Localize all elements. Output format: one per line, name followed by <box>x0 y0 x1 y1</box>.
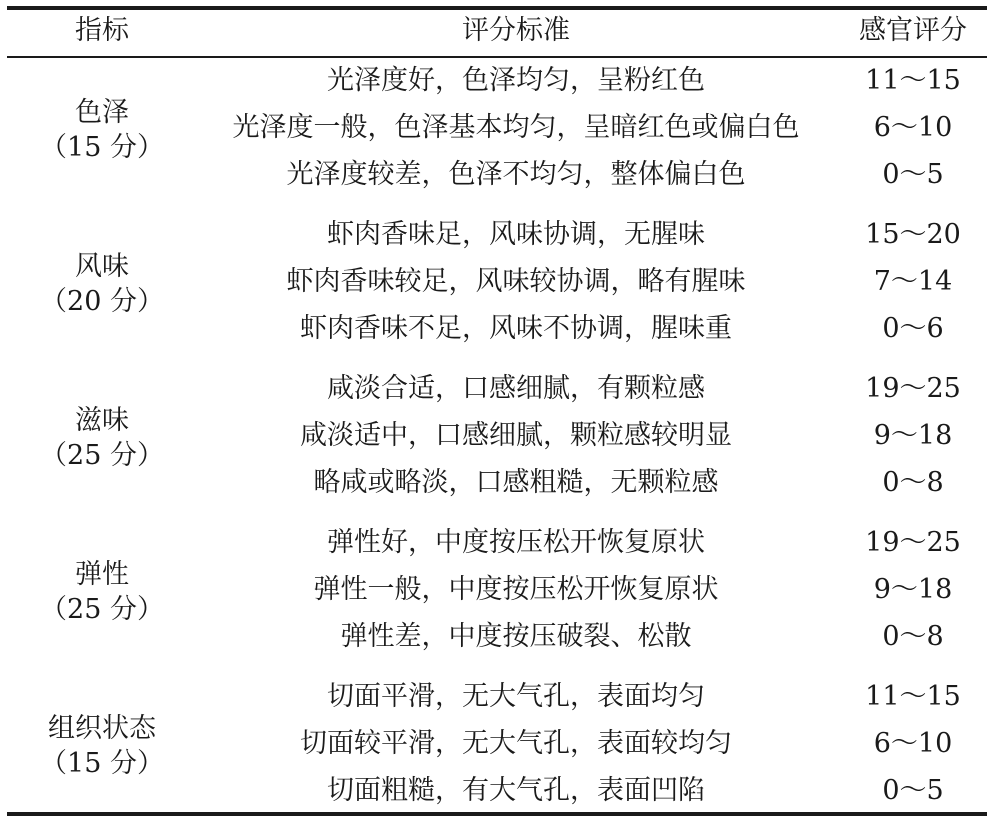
score-cell: 0～5 <box>882 159 944 190</box>
group-total: （25 分） <box>40 440 164 471</box>
criterion-cell: 切面平滑，无大气孔，表面均匀 <box>327 681 705 712</box>
group-total: （20 分） <box>40 286 164 317</box>
score-cell: 0～8 <box>882 467 944 498</box>
table-top-rule <box>7 6 987 10</box>
group-name: 组织状态 <box>48 713 156 744</box>
header-indicator: 指标 <box>75 15 129 46</box>
score-cell: 9～18 <box>873 574 953 605</box>
criterion-cell: 咸淡合适，口感细腻，有颗粒感 <box>327 373 705 404</box>
group-name: 色泽 <box>75 97 129 128</box>
score-cell: 11～15 <box>865 681 961 712</box>
score-cell: 9～18 <box>873 420 953 451</box>
criterion-cell: 弹性好，中度按压松开恢复原状 <box>327 527 705 558</box>
group-total: （15 分） <box>40 132 164 163</box>
score-cell: 6～10 <box>873 728 953 759</box>
score-cell: 0～6 <box>882 313 944 344</box>
score-cell: 11～15 <box>865 65 961 96</box>
criterion-cell: 光泽度较差，色泽不均匀，整体偏白色 <box>286 159 746 190</box>
group-total: （15 分） <box>40 748 164 779</box>
criterion-cell: 虾肉香味不足，风味不协调，腥味重 <box>300 313 732 344</box>
group-total: （25 分） <box>40 594 164 625</box>
score-cell: 7～14 <box>873 266 953 297</box>
criterion-cell: 切面较平滑，无大气孔，表面较均匀 <box>300 728 732 759</box>
criterion-cell: 弹性一般，中度按压松开恢复原状 <box>313 574 719 605</box>
criterion-cell: 光泽度一般，色泽基本均匀，呈暗红色或偏白色 <box>232 112 800 143</box>
criterion-cell: 弹性差，中度按压破裂、松散 <box>340 621 692 652</box>
header-sensory-score: 感官评分 <box>859 15 967 46</box>
header-criteria: 评分标准 <box>462 15 570 46</box>
score-cell: 0～5 <box>882 775 944 806</box>
group-name: 弹性 <box>75 559 129 590</box>
score-cell: 19～25 <box>865 527 961 558</box>
criterion-cell: 虾肉香味足，风味协调，无腥味 <box>327 219 705 250</box>
criterion-cell: 光泽度好，色泽均匀，呈粉红色 <box>327 65 705 96</box>
criterion-cell: 略咸或略淡，口感粗糙，无颗粒感 <box>313 467 719 498</box>
criterion-cell: 咸淡适中，口感细腻，颗粒感较明显 <box>300 420 732 451</box>
score-cell: 6～10 <box>873 112 953 143</box>
table-header-rule <box>7 56 987 58</box>
criterion-cell: 虾肉香味较足，风味较协调，略有腥味 <box>286 266 746 297</box>
criterion-cell: 切面粗糙，有大气孔，表面凹陷 <box>327 775 705 806</box>
score-cell: 15～20 <box>865 219 961 250</box>
score-cell: 0～8 <box>882 621 944 652</box>
sensory-evaluation-table <box>7 6 987 818</box>
group-name: 滋味 <box>75 405 129 436</box>
group-name: 风味 <box>75 251 129 282</box>
score-cell: 19～25 <box>865 373 961 404</box>
table-bottom-rule <box>7 812 987 816</box>
